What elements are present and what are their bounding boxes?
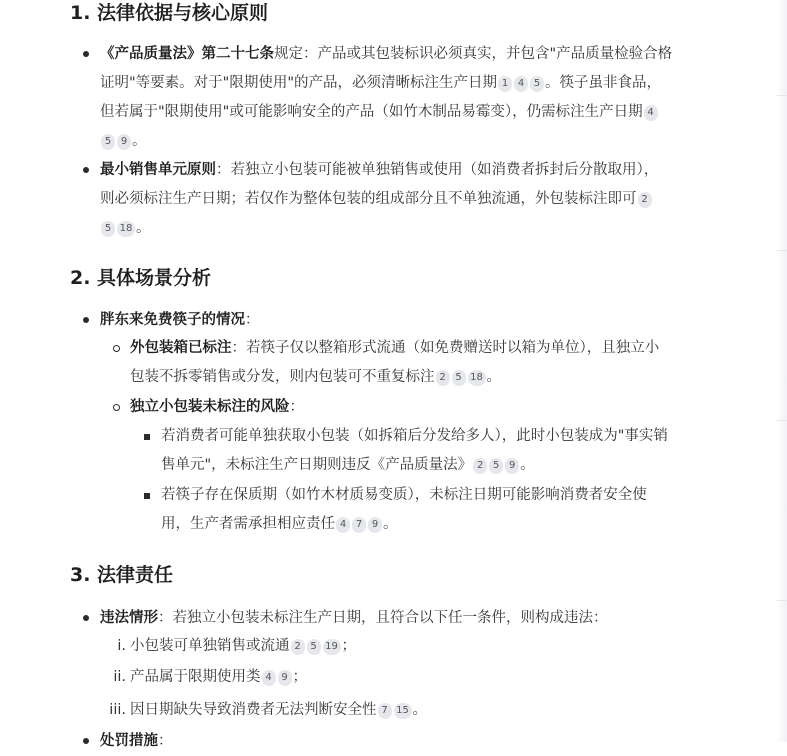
bold-term: 最小销售单元原则 [100, 162, 216, 178]
list-item-outer-box-labeled: 外包装箱已标注：若筷子仅以整箱形式流通（如免费赠送时以箱为单位），且独立小 包装不拆零销售或分发，则内包装可不重复标注 2 5 18 。 [130, 340, 660, 385]
list-item-shelf-life-risk: 若筷子存在保质期（如竹木材质易变质），未标注日期可能影响消费者安全使 用，生产者需承担相应责任 4 7 9 。 [161, 487, 647, 532]
bold-term: 独立小包装未标注的风险 [130, 399, 290, 415]
citation-badge[interactable]: 5 [307, 639, 321, 655]
bullet [83, 167, 89, 173]
citation-badge[interactable]: 5 [101, 221, 115, 237]
bold-term: 《产品质量法》第二十七条 [100, 46, 274, 62]
section-heading-2: 2. 具体场景分析 [70, 267, 212, 289]
citation-badge[interactable]: 2 [291, 639, 305, 655]
citation-badge[interactable]: 5 [452, 370, 466, 386]
bold-term: 胖东来免费筷子的情况 [100, 312, 245, 328]
list-item-minimum-sales-unit: 最小销售单元原则：若独立小包装可能被单独销售或使用（如消费者拆封后分散取用）， 则必须标注生产日期；若仅作为整体包装的组成部分且不单独流通，外包装标注即可 2 5 18 。 [100, 162, 659, 236]
citation-badge[interactable]: 7 [352, 517, 366, 533]
list-item-pangdonglai-case: 胖东来免费筷子的情况： [100, 312, 260, 328]
list-item-condition-3: 因日期缺失导致消费者无法判断安全性 7 15 。 [130, 702, 427, 718]
citation-badge[interactable]: 9 [505, 458, 519, 474]
citation-badge[interactable]: 2 [638, 192, 652, 208]
citation-badge[interactable]: 5 [489, 458, 503, 474]
list-item-de-facto-sales-unit: 若消费者可能单独获取小包装（如拆箱后分发给多人），此时小包装成为"事实销 售单元"，未标注生产日期则违反《产品质量法》 2 5 9 。 [161, 428, 668, 473]
edge-divider [777, 250, 787, 251]
section-heading-3: 3. 法律责任 [70, 564, 174, 586]
edge-divider [777, 95, 787, 96]
edge-divider [777, 600, 787, 601]
bold-term: 外包装箱已标注 [130, 340, 232, 356]
citation-badge[interactable]: 4 [262, 670, 276, 686]
list-item-condition-2: 产品属于限期使用类 4 9 ； [130, 669, 307, 685]
bullet [83, 317, 89, 323]
citation-badge[interactable]: 5 [530, 76, 544, 92]
sub-bullet [113, 345, 120, 352]
section-heading-1: 1. 法律依据与核心原则 [70, 2, 269, 24]
list-number: iii. [109, 702, 126, 718]
bullet [83, 615, 89, 621]
list-item-violation: 违法情形：若独立小包装未标注生产日期，且符合以下任一条件，则构成违法： [100, 610, 608, 626]
citation-badge[interactable]: 7 [378, 703, 392, 719]
list-item-unlabeled-risk: 独立小包装未标注的风险： [130, 399, 304, 415]
sub-sub-bullet [144, 493, 150, 499]
citation-badge[interactable]: 5 [101, 134, 115, 150]
citation-badge[interactable]: 2 [473, 458, 487, 474]
sub-sub-bullet [144, 434, 150, 440]
citation-badge[interactable]: 19 [323, 639, 341, 655]
list-item-penalty: 处罚措施： [100, 733, 173, 749]
bold-term: 违法情形 [100, 610, 158, 626]
citation-badge[interactable]: 9 [368, 517, 382, 533]
citation-badge[interactable]: 1 [498, 76, 512, 92]
list-item-product-quality-law: 《产品质量法》第二十七条规定：产品或其包装标识必须真实，并包含"产品质量检验合格 证明"等要素。对于"限期使用"的产品，必须清晰标注生产日期 1 4 5 。筷子虽非食品， 但若属于"限期使用"或可能影响安全的产品（如竹木制品易霉变），仍需标注生产日期 4 5 9 。 [100, 46, 673, 149]
list-number: i. [117, 638, 126, 654]
bold-term: 处罚措施 [100, 733, 158, 749]
scroll-edge[interactable] [777, 0, 787, 742]
citation-badge[interactable]: 9 [278, 670, 292, 686]
citation-badge[interactable]: 4 [644, 105, 658, 121]
bullet [83, 51, 89, 57]
citation-badge[interactable]: 4 [336, 517, 350, 533]
citation-badge[interactable]: 15 [394, 703, 412, 719]
list-item-condition-1: 小包装可单独销售或流通 2 5 19 ； [130, 638, 356, 654]
sub-bullet [113, 404, 120, 411]
citation-badge[interactable]: 9 [117, 134, 131, 150]
bullet [83, 738, 89, 744]
citation-badge[interactable]: 18 [468, 370, 486, 386]
citation-badge[interactable]: 2 [436, 370, 450, 386]
list-number: ii. [113, 669, 126, 685]
edge-divider [777, 420, 787, 421]
citation-badge[interactable]: 4 [514, 76, 528, 92]
citation-badge[interactable]: 18 [117, 221, 135, 237]
